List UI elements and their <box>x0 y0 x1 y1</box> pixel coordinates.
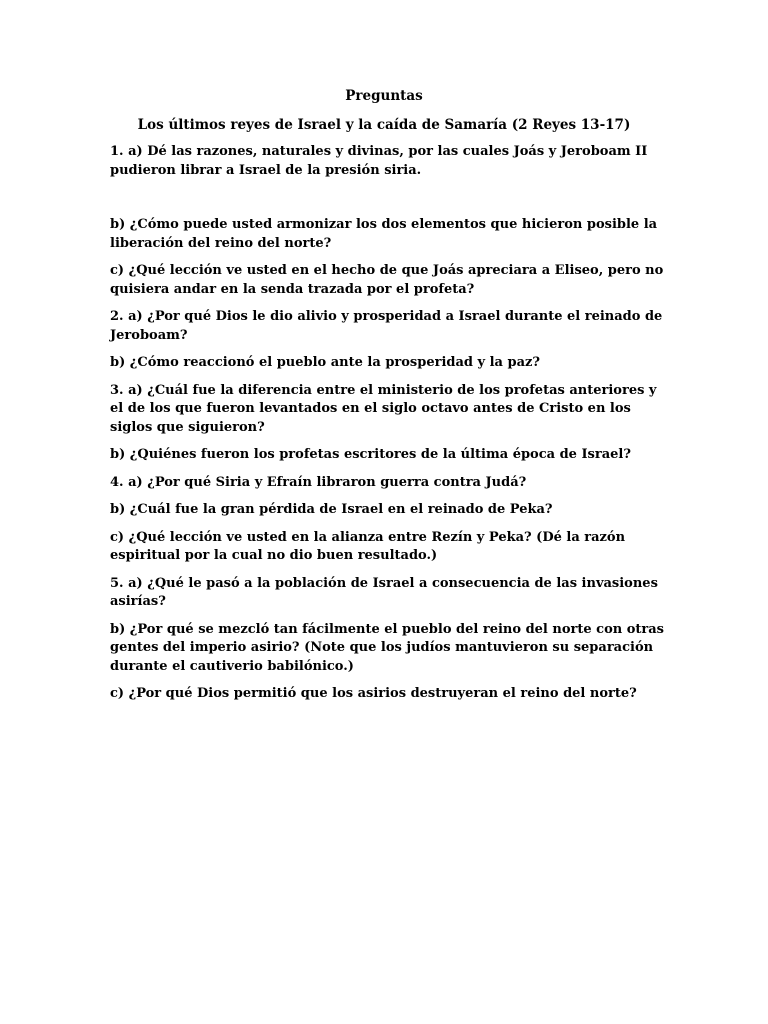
question-5c: c) ¿Por qué Dios permitió que los asirios destruyeran el reino del norte? <box>110 686 637 701</box>
question-4c: c) ¿Qué lección ve usted en la alianza entre Rezín y Peka? (Dé la razón espiritual por la cual no dio buen resultado.) <box>110 529 626 563</box>
question-2a: 2. a) ¿Por qué Dios le dio alivio y prosperidad a Israel durante el reinado de Jeroboam? <box>110 309 663 343</box>
question-1a: 1. a) Dé las razones, naturales y divinas, por las cuales Joás y Jeroboam II pudieron librar a Israel de la presión siria. <box>110 144 648 178</box>
document-title: Preguntas <box>345 88 423 104</box>
question-5a: 5. a) ¿Qué le pasó a la población de Israel a consecuencia de las invasiones asirías? <box>110 575 658 609</box>
question-4a: 4. a) ¿Por qué Siria y Efraín libraron guerra contra Judá? <box>110 474 527 490</box>
question-1c: c) ¿Qué lección ve usted en el hecho de que Joás apreciara a Eliseo, pero no quisiera andar en la senda trazada por el profeta? <box>110 263 664 297</box>
question-4b: b) ¿Cuál fue la gran pérdida de Israel en el reinado de Peka? <box>110 502 553 517</box>
question-2b: b) ¿Cómo reaccionó el pueblo ante la prosperidad y la paz? <box>110 355 541 370</box>
question-1b: b) ¿Cómo puede usted armonizar los dos elementos que hicieron posible la liberación del reino del norte? <box>110 217 658 251</box>
question-5b: b) ¿Por qué se mezcló tan fácilmente el pueblo del reino del norte con otras gentes del imperio asirio? (Note que los judíos mantuvieron su separación durante el cautiverio babilónico.) <box>110 621 664 674</box>
document-subtitle: Los últimos reyes de Israel y la caída de Samaría (2 Reyes 13-17) <box>137 117 631 133</box>
question-3a: 3. a) ¿Cuál fue la diferencia entre el ministerio de los profetas anteriores y el de los que fueron levantados en el siglo octavo antes de Cristo en los siglos que siguieron? <box>110 382 657 435</box>
question-3b: b) ¿Quiénes fueron los profetas escritores de la última época de Israel? <box>110 447 631 462</box>
question-list <box>110 143 670 713</box>
